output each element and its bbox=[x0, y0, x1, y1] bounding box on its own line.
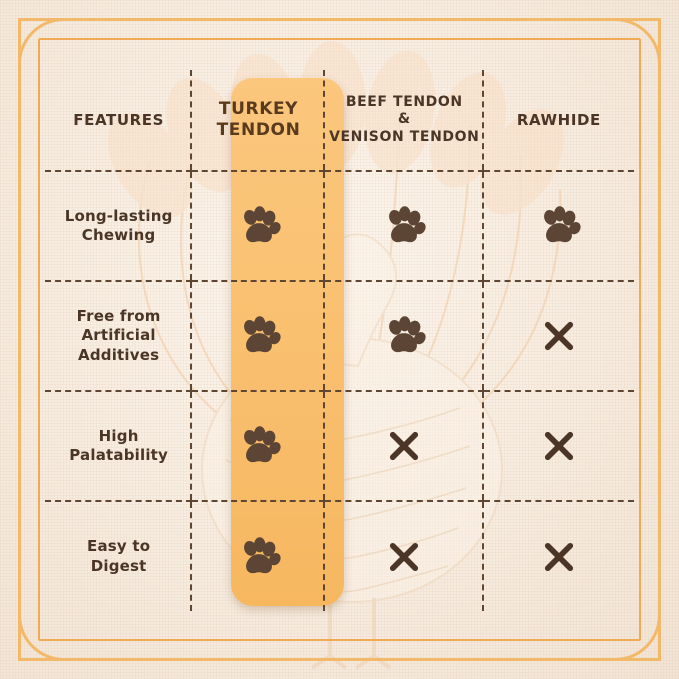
paw-icon bbox=[236, 423, 282, 469]
row-label-high-palatability: High Palatability bbox=[45, 391, 192, 501]
turkey-tendon-line1: TURKEY bbox=[218, 99, 299, 120]
table-row bbox=[45, 281, 634, 391]
cell-beef-venison-easy-to-digest bbox=[325, 501, 484, 611]
row-label-long-lasting-chewing: Long-lasting Chewing bbox=[45, 171, 192, 281]
cross-icon bbox=[384, 537, 424, 577]
cell-rawhide-easy-to-digest bbox=[484, 501, 634, 611]
column-header-rawhide: RAWHIDE bbox=[516, 110, 601, 129]
beef-venison-line3: VENISON TENDON bbox=[329, 128, 480, 145]
cell-beef-venison-long-lasting-chewing bbox=[325, 171, 484, 281]
table-row bbox=[45, 501, 634, 611]
paw-icon bbox=[236, 534, 282, 580]
cell-beef-venison-free-from-artificial-additives bbox=[325, 281, 484, 391]
cell-rawhide-long-lasting-chewing bbox=[484, 171, 634, 281]
cell-rawhide-high-palatability bbox=[484, 391, 634, 501]
paw-icon bbox=[381, 313, 427, 359]
paw-icon bbox=[536, 203, 582, 249]
row-label-free-from-artificial-additives: Free from Artificial Additives bbox=[45, 281, 192, 391]
beef-venison-line1: BEEF TENDON bbox=[345, 94, 463, 111]
table-row bbox=[45, 391, 634, 501]
paw-icon bbox=[236, 203, 282, 249]
beef-venison-line2: & bbox=[397, 111, 411, 128]
cross-icon bbox=[539, 537, 579, 577]
column-header-turkey-tendon bbox=[192, 70, 325, 171]
cell-turkey-tendon-free-from-artificial-additives bbox=[192, 281, 325, 391]
table-header bbox=[45, 70, 634, 171]
cell-beef-venison-high-palatability bbox=[325, 391, 484, 501]
cell-turkey-tendon-high-palatability bbox=[192, 391, 325, 501]
cross-icon bbox=[539, 426, 579, 466]
row-label-easy-to-digest: Easy to Digest bbox=[45, 501, 192, 611]
turkey-tendon-line2: TENDON bbox=[216, 120, 301, 140]
cell-rawhide-free-from-artificial-additives bbox=[484, 281, 634, 391]
column-header-features: FEATURES bbox=[45, 70, 192, 171]
table-body bbox=[45, 171, 634, 611]
table-header-row bbox=[45, 70, 634, 171]
paw-icon bbox=[236, 313, 282, 359]
cross-icon bbox=[539, 316, 579, 356]
comparison-table bbox=[45, 70, 634, 611]
column-header-beef-venison-tendon bbox=[325, 70, 484, 171]
cell-turkey-tendon-long-lasting-chewing bbox=[192, 171, 325, 281]
cross-icon bbox=[384, 426, 424, 466]
paw-icon bbox=[381, 203, 427, 249]
cell-turkey-tendon-easy-to-digest bbox=[192, 501, 325, 611]
comparison-table-wrapper bbox=[45, 70, 634, 610]
table-row bbox=[45, 171, 634, 281]
